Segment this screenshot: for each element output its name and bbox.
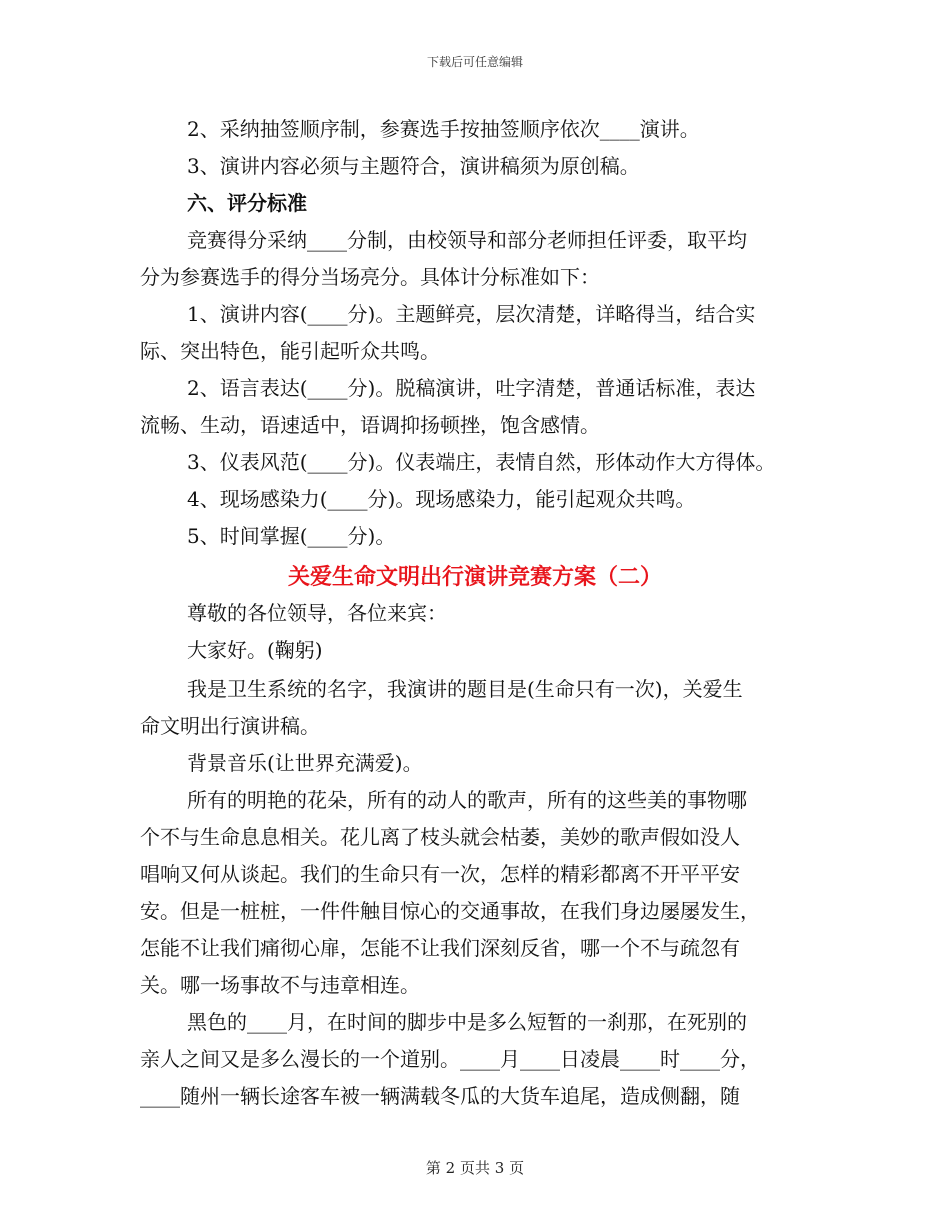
- text-line: 怎能不让我们痛彻心扉，怎能不让我们深刻反省，哪一个不与疏忽有: [140, 936, 740, 960]
- text-line: 唱响又何从谈起。我们的生命只有一次，怎样的精彩都离不开平平安: [140, 862, 740, 886]
- text-line: 安。但是一桩桩，一件件触目惊心的交通事故，在我们身边屡屡发生，: [140, 899, 760, 923]
- text-line: 2、采纳抽签顺序制，参赛选手按抽签顺序依次____演讲。: [187, 117, 700, 141]
- text-line: 1、演讲内容(____分)。主题鲜亮，层次清楚，详略得当，结合实: [187, 302, 756, 326]
- text-line: 个不与生命息息相关。花儿离了枝头就会枯萎，美妙的歌声假如没人: [140, 825, 740, 849]
- text-line: 3、仪表风范(____分)。仪表端庄，表情自然，形体动作大方得体。: [187, 450, 776, 474]
- text-line: 关。哪一场事故不与违章相连。: [140, 973, 420, 997]
- section-title: 关爱生命文明出行演讲竞赛方案（二）: [287, 564, 662, 590]
- text-line: 2、语言表达(____分)。脱稿演讲，吐字清楚，普通话标准，表达: [187, 376, 756, 400]
- text-line: 黑色的____月，在时间的脚步中是多么短暂的一刹那，在死别的: [187, 1010, 747, 1034]
- text-line: 背景音乐(让世界充满爱)。: [187, 751, 423, 775]
- page-footer: 第 2 页共 3 页: [425, 1159, 525, 1177]
- text-line: 4、现场感染力(____分)。现场感染力，能引起观众共鸣。: [187, 487, 696, 511]
- text-line: 际、突出特色，能引起听众共鸣。: [140, 339, 440, 363]
- text-line: 我是卫生系统的名字，我演讲的题目是(生命只有一次)，关爱生: [187, 677, 743, 701]
- text-line: 尊敬的各位领导，各位来宾：: [187, 601, 447, 625]
- text-line: 所有的明艳的花朵，所有的动人的歌声，所有的这些美的事物哪: [187, 788, 747, 812]
- text-line: 竞赛得分采纳____分制，由校领导和部分老师担任评委，取平均: [187, 228, 747, 252]
- text-line: 亲人之间又是多么漫长的一个道别。____月____日凌晨____时____分，: [140, 1047, 760, 1071]
- text-line: 大家好。(鞠躬): [187, 638, 323, 662]
- text-line: 分为参赛选手的得分当场亮分。具体计分标准如下：: [140, 265, 600, 289]
- text-line: 5、时间掌握(____分)。: [187, 524, 396, 548]
- text-line: 流畅、生动，语速适中，语调抑扬顿挫，饱含感情。: [140, 413, 600, 437]
- text-line: ____随州一辆长途客车被一辆满载冬瓜的大货车追尾，造成侧翻，随: [140, 1084, 740, 1108]
- section-heading: 六、评分标准: [187, 191, 307, 215]
- text-line: 3、演讲内容必须与主题符合，演讲稿须为原创稿。: [187, 154, 640, 178]
- text-line: 命文明出行演讲稿。: [140, 714, 320, 738]
- page-header: 下载后可任意编辑: [426, 55, 523, 69]
